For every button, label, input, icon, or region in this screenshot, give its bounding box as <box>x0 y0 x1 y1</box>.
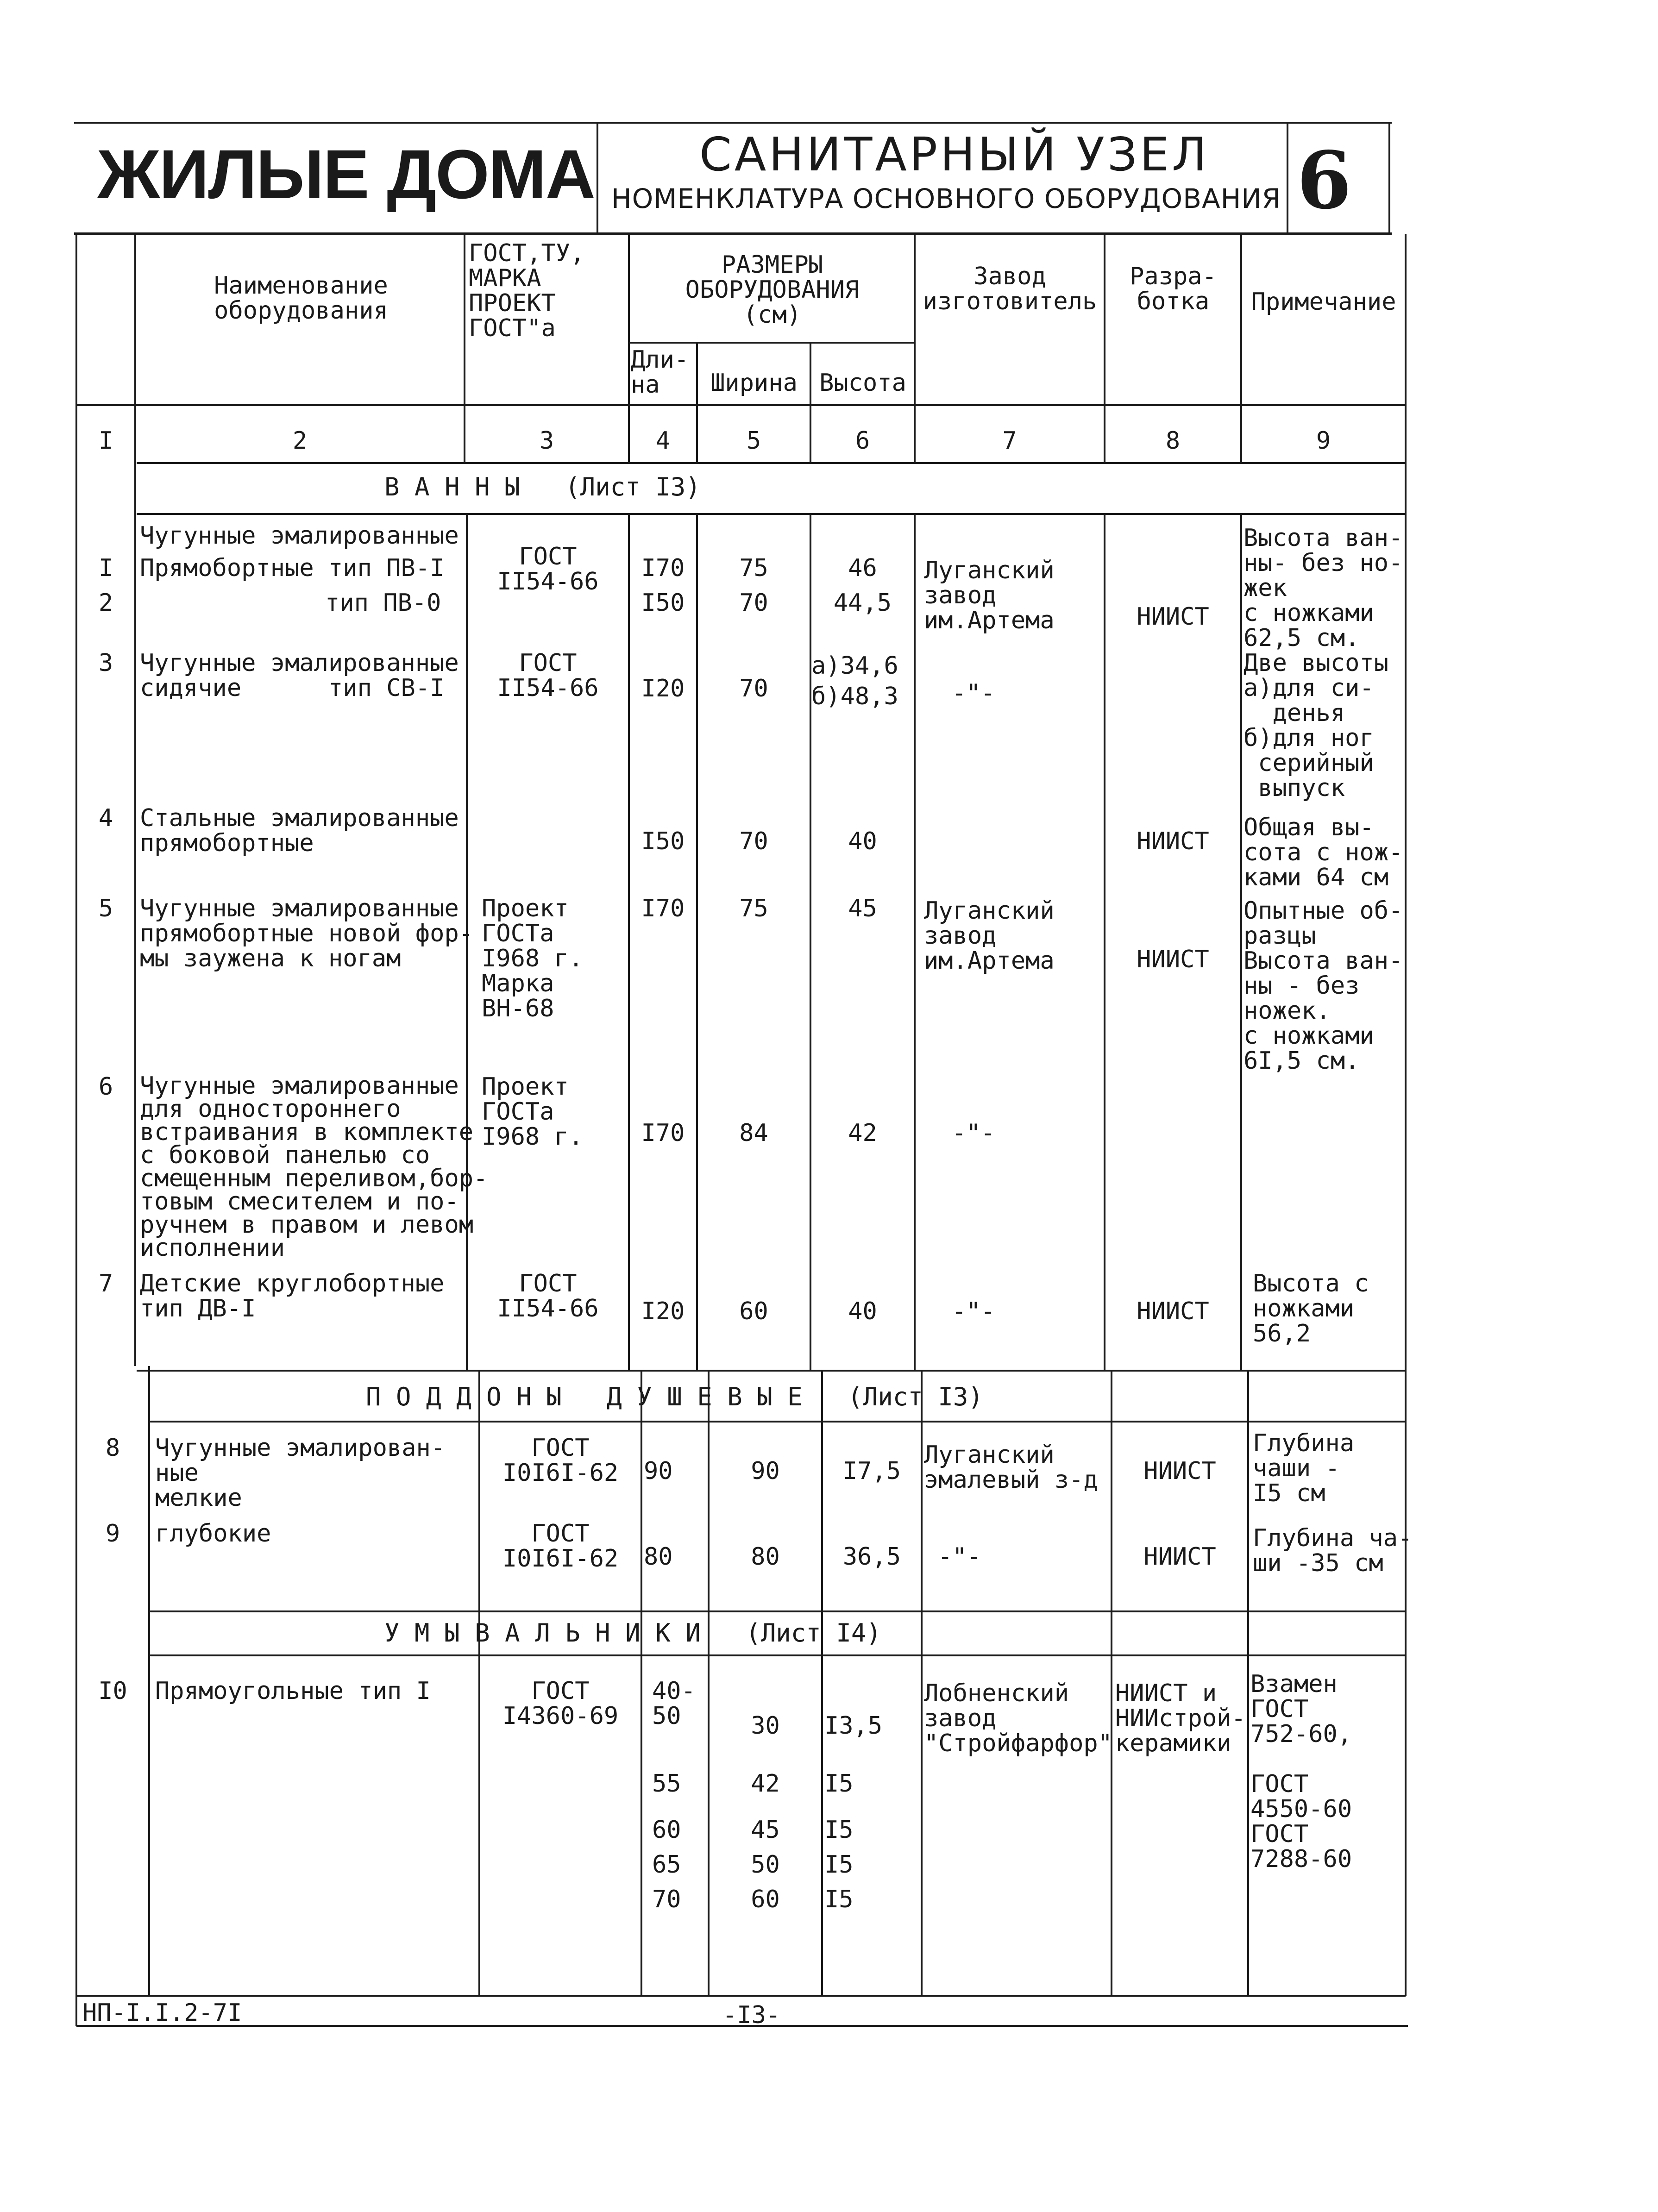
col-number-1: I <box>98 427 113 455</box>
row-width: 70 <box>739 827 768 855</box>
col-number-8: 8 <box>1165 427 1181 455</box>
row-name: тип ПВ-0 <box>325 589 441 617</box>
col-header-height: Высота <box>819 369 906 397</box>
section-heading-trays: П О Д Д О Н Ы Д У Ш Е В Ы Е (Лист I3) <box>366 1382 983 1411</box>
col-number-5: 5 <box>746 427 761 455</box>
row-factory: Луганский эмалевый з-д <box>924 1441 1098 1494</box>
row-name: Стальные эмалированные прямобортные <box>140 804 459 857</box>
col-header-length: Дли- на <box>631 346 689 399</box>
row-developer: НИИСТ <box>1137 603 1209 631</box>
row-note: Глубина ча- ши -35 см <box>1253 1524 1413 1577</box>
row-number: I0 <box>98 1677 127 1705</box>
row-number: 4 <box>98 804 113 832</box>
row-factory: -"- <box>952 1297 995 1325</box>
col-number-6: 6 <box>855 427 870 455</box>
page-number: -I3- <box>722 2001 781 2029</box>
row-note: Общая вы- сота с нож- ками 64 см <box>1244 814 1403 891</box>
row-height: I7,5 <box>842 1457 901 1485</box>
row-length: 40- 50 <box>652 1677 696 1730</box>
row-developer: НИИСТ <box>1143 1457 1216 1485</box>
row-name: Прямоугольные тип I <box>155 1677 431 1705</box>
row-gost: ГОСТ II54-66 <box>497 1270 599 1322</box>
row-width: 60 <box>751 1886 780 1913</box>
col-header-sizes: РАЗМЕРЫ ОБОРУДОВАНИЯ (см) <box>685 251 860 329</box>
row-length: I70 <box>641 1119 685 1147</box>
row-name: глубокие <box>155 1520 271 1548</box>
row-width: 42 <box>751 1770 780 1798</box>
row-length: I20 <box>641 1297 685 1325</box>
row-width: 30 <box>751 1712 780 1740</box>
row-height: 36,5 <box>842 1543 901 1571</box>
col-header-name: Наименование оборудования <box>214 272 388 325</box>
row-number: 9 <box>105 1520 120 1548</box>
row-height: 40 <box>848 1297 877 1325</box>
row-width: 60 <box>739 1297 768 1325</box>
row-name: Чугунные эмалированные для одностороннего встраивания в комплекте с боковой панелью со смещенным переливом,бор- товым смесителем и по- ручнем в правом и левом исполнении <box>140 1072 488 1262</box>
row-gost: ГОСТ II54-66 <box>497 543 599 595</box>
sheet-title: САНИТАРНЫЙ УЗЕЛ <box>699 127 1210 182</box>
row-height: I5 <box>824 1851 854 1879</box>
section-heading-baths: В А Н Н Ы (Лист I3) <box>384 472 701 501</box>
col-number-4: 4 <box>655 427 671 455</box>
section-heading-basins: У М Ы В А Л Ь Н И К И (Лист I4) <box>384 1618 881 1648</box>
row-width: 45 <box>751 1816 780 1844</box>
row-length: I70 <box>641 554 685 582</box>
row-height: 44,5 <box>833 589 892 617</box>
col-number-3: 3 <box>539 427 554 455</box>
row-width: 75 <box>739 554 768 582</box>
row-number: 6 <box>98 1073 113 1101</box>
row-width: 80 <box>751 1543 780 1571</box>
row-length: 55 <box>652 1770 681 1798</box>
row-number: 8 <box>105 1434 120 1462</box>
row-note: Высота ван- ны- без но- жек с ножками 62,5 см. <box>1244 524 1403 652</box>
row-gost: ГОСТ I0I6I-62 <box>502 1434 619 1487</box>
row-developer: НИИСТ <box>1137 946 1209 973</box>
row-developer: НИИСТ <box>1137 827 1209 855</box>
row-factory: Лобненский завод "Стройфарфор" <box>924 1679 1112 1757</box>
row-length: I20 <box>641 675 685 702</box>
row-name: Детские круглобортные тип ДВ-I <box>140 1270 445 1322</box>
row-length: 80 <box>644 1543 673 1571</box>
row-factory: -"- <box>952 679 995 707</box>
row-note: Взамен ГОСТ 752-60, ГОСТ 4550-60 ГОСТ 7288-60 <box>1250 1670 1352 1873</box>
row-length: 60 <box>652 1816 681 1844</box>
row-factory: -"- <box>938 1543 981 1571</box>
row-height: I5 <box>824 1886 854 1913</box>
row-height: I5 <box>824 1770 854 1798</box>
row-gost: ГОСТ I4360-69 <box>502 1677 619 1730</box>
row-length: 70 <box>652 1886 681 1913</box>
row-gost: ГОСТ I0I6I-62 <box>502 1520 619 1573</box>
row-note: Высота с ножками 56,2 <box>1253 1270 1369 1347</box>
row-height: а)34,6 б)48,3 <box>811 652 898 710</box>
row-developer: НИИСТ <box>1143 1543 1216 1571</box>
row-height: 45 <box>848 895 877 922</box>
row-width: 70 <box>739 589 768 617</box>
row-developer: НИИСТ и НИИстрой- керамики <box>1115 1679 1246 1757</box>
row-group-name: Чугунные эмалированные <box>140 522 459 550</box>
row-number: 3 <box>98 649 113 677</box>
row-length: I50 <box>641 827 685 855</box>
col-header-note: Примечание <box>1251 288 1396 316</box>
row-number: 5 <box>98 895 113 922</box>
row-name: Прямобортные тип ПВ-I <box>140 554 445 582</box>
col-header-factory: Завод изготовитель <box>923 263 1097 315</box>
col-number-7: 7 <box>1002 427 1017 455</box>
row-height: 42 <box>848 1119 877 1147</box>
row-width: 70 <box>739 675 768 702</box>
col-header-width: Ширина <box>710 369 798 397</box>
row-note: Опытные об- разцы Высота ван- ны - без ножек. с ножками 6I,5 см. <box>1244 897 1403 1075</box>
series-title: ЖИЛЫЕ ДОМА <box>97 135 595 213</box>
row-name: Чугунные эмалирован- ные мелкие <box>155 1434 446 1512</box>
row-factory: Луганский завод им.Артема <box>924 897 1055 975</box>
row-height: I5 <box>824 1816 854 1844</box>
row-gost: ГОСТ II54-66 <box>497 649 599 702</box>
row-length: 65 <box>652 1851 681 1879</box>
row-gost: Проект ГОСТа I968 г. <box>482 1073 584 1151</box>
col-number-2: 2 <box>292 427 308 455</box>
row-name: Чугунные эмалированные сидячие тип СВ-I <box>140 649 459 702</box>
row-length: I70 <box>641 895 685 922</box>
col-header-gost: ГОСТ,ТУ, МАРКА ПРОЕКТ ГОСТ"а <box>469 239 585 342</box>
row-height: I3,5 <box>824 1712 883 1740</box>
col-header-developer: Разра- ботка <box>1130 263 1217 315</box>
row-note: Глубина чаши - I5 см <box>1253 1429 1355 1507</box>
row-width: 84 <box>739 1119 768 1147</box>
col-number-9: 9 <box>1316 427 1331 455</box>
sheet-number: 6 <box>1297 134 1352 227</box>
sheet-subtitle: НОМЕНКЛАТУРА ОСНОВНОГО ОБОРУДОВАНИЯ <box>611 183 1281 214</box>
row-note: Две высоты а)для си- денья б)для ног серийный выпуск <box>1244 649 1389 802</box>
row-number: I <box>98 554 113 582</box>
row-width: 50 <box>751 1851 780 1879</box>
row-width: 90 <box>751 1457 780 1485</box>
row-height: 46 <box>848 554 877 582</box>
row-width: 75 <box>739 895 768 922</box>
row-name: Чугунные эмалированные прямобортные новой фор- мы заужена к ногам <box>140 895 474 972</box>
row-length: I50 <box>641 589 685 617</box>
row-factory: Луганский завод им.Артема <box>924 557 1055 634</box>
document-code: НП-I.I.2-7I <box>82 1999 242 2027</box>
row-height: 40 <box>848 827 877 855</box>
row-number: 2 <box>98 589 113 617</box>
row-developer: НИИСТ <box>1137 1297 1209 1325</box>
row-number: 7 <box>98 1270 113 1297</box>
row-length: 90 <box>644 1457 673 1485</box>
row-factory: -"- <box>952 1119 995 1147</box>
row-gost: Проект ГОСТа I968 г. Марка ВН-68 <box>482 895 584 1022</box>
